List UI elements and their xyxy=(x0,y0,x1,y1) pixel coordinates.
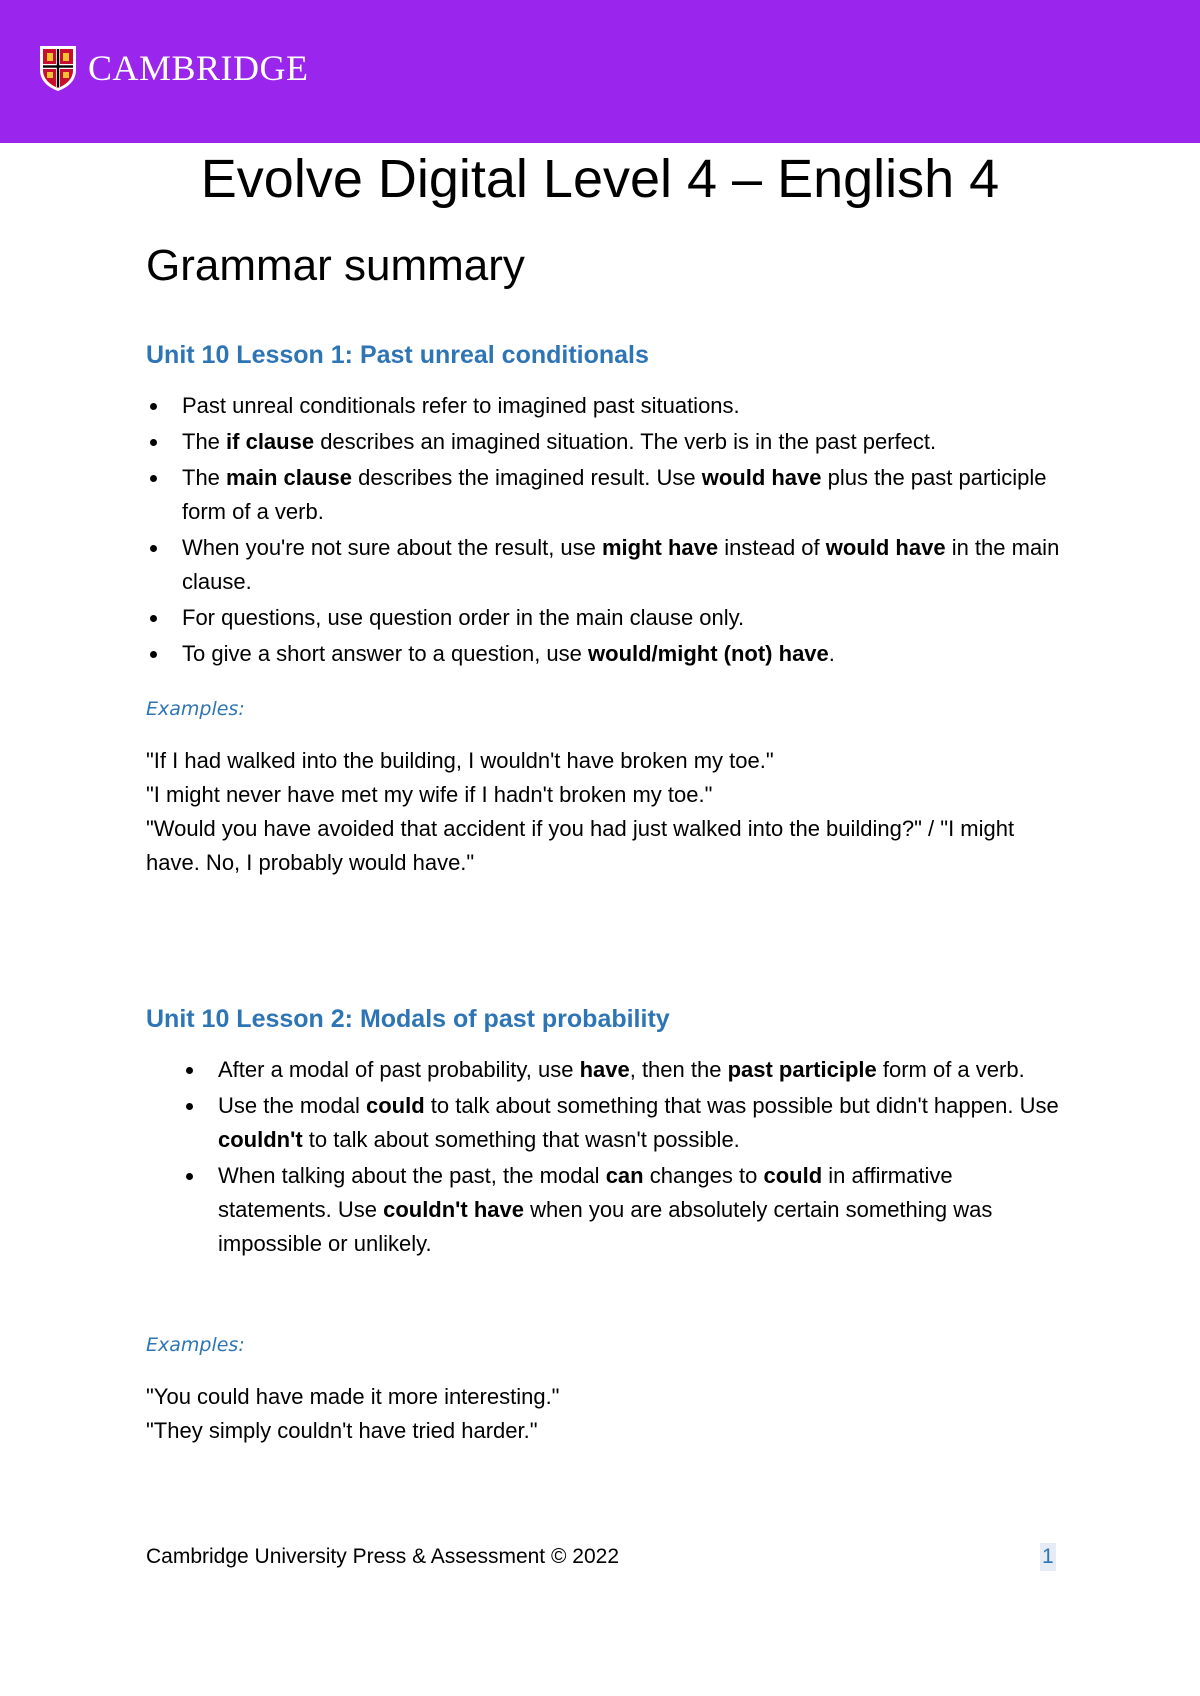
bullet-text: to talk about something that was possible but didn't happen. Use xyxy=(424,1093,1059,1118)
bold-term: couldn't xyxy=(218,1127,303,1152)
bullet-dot-icon xyxy=(186,1067,193,1074)
bullet-text: describes an imagined situation. The verb is in the past perfect. xyxy=(314,429,937,454)
example-sentence: "If I had walked into the building, I wouldn't have broken my toe." xyxy=(146,748,774,773)
bullet-list-lesson-1 xyxy=(182,389,1062,671)
logo-wordmark: CAMBRIDGE xyxy=(88,48,309,88)
bullet-item xyxy=(182,601,1062,635)
bullet-text: After a modal of past probability, use xyxy=(218,1057,580,1082)
bold-term: if clause xyxy=(226,429,315,454)
bullet-text: to talk about something that wasn't possible. xyxy=(302,1127,740,1152)
examples-lesson-2 xyxy=(146,1380,1066,1448)
bold-term: would/might (not) have xyxy=(588,641,829,666)
bullet-dot-icon xyxy=(150,651,157,658)
bullet-item xyxy=(218,1053,1063,1087)
bullet-text: Use the modal xyxy=(218,1093,366,1118)
section-heading-lesson-1: Unit 10 Lesson 1: Past unreal conditionals xyxy=(146,341,649,369)
bullet-item xyxy=(218,1159,1063,1261)
footer-copyright: Cambridge University Press & Assessment © 2022 xyxy=(146,1545,619,1568)
document-subtitle: Grammar summary xyxy=(146,241,525,290)
bold-term: could xyxy=(365,1093,425,1118)
example-sentence: "They simply couldn't have tried harder." xyxy=(146,1418,538,1443)
bold-term: might have xyxy=(602,535,719,560)
header-band xyxy=(0,0,1200,143)
examples-lesson-1 xyxy=(146,744,1066,880)
bullet-text: The xyxy=(182,465,227,490)
bullet-text: describes the imagined result. Use xyxy=(351,465,702,490)
example-sentence: "Would you have avoided that accident if you had just walked into the building?" / "I might have. No, I probably would have." xyxy=(146,816,1015,875)
bullet-text: changes to xyxy=(643,1163,764,1188)
section-heading-lesson-2: Unit 10 Lesson 2: Modals of past probability xyxy=(146,1005,670,1033)
bullet-text: when you are absolutely certain something was impossible or unlikely. xyxy=(218,1197,993,1256)
bullet-text: in the main clause. xyxy=(182,535,1060,594)
bullet-text: To give a short answer to a question, use xyxy=(182,641,589,666)
bullet-item xyxy=(182,461,1062,529)
bullet-dot-icon xyxy=(150,403,157,410)
bullet-text: When talking about the past, the modal xyxy=(218,1163,606,1188)
bullet-text: The xyxy=(182,429,227,454)
bullet-text: instead of xyxy=(718,535,826,560)
bold-term: would have xyxy=(701,465,822,490)
page-number: 1 xyxy=(1040,1543,1056,1571)
cambridge-shield-icon xyxy=(38,44,78,92)
bullet-text: form of a verb. xyxy=(876,1057,1025,1082)
bold-term: past participle xyxy=(727,1057,877,1082)
bold-term: would have xyxy=(825,535,946,560)
bold-term: couldn't have xyxy=(383,1197,524,1222)
bullet-item xyxy=(218,1089,1063,1157)
bullet-dot-icon xyxy=(150,615,157,622)
example-sentence: "I might never have met my wife if I hadn't broken my toe." xyxy=(146,782,713,807)
bullet-item xyxy=(182,425,1062,459)
bullet-text: plus the past participle form of a verb. xyxy=(182,465,1047,524)
bold-term: could xyxy=(763,1163,823,1188)
bullet-item xyxy=(182,531,1062,599)
bullet-dot-icon xyxy=(150,439,157,446)
bullet-list-lesson-2 xyxy=(218,1053,1063,1261)
bullet-dot-icon xyxy=(186,1103,193,1110)
bullet-text: . xyxy=(828,641,835,666)
bullet-item xyxy=(182,637,1062,671)
example-sentence: "You could have made it more interesting." xyxy=(146,1384,560,1409)
bold-term: have xyxy=(579,1057,630,1082)
bullet-dot-icon xyxy=(150,475,157,482)
bullet-text: For questions, use question order in the main clause only. xyxy=(182,605,745,630)
bullet-text: Past unreal conditionals refer to imagined past situations. xyxy=(182,393,740,418)
bullet-text: When you're not sure about the result, use xyxy=(182,535,602,560)
examples-label-lesson-2: Examples: xyxy=(146,1334,245,1356)
bullet-text: in affirmative statements. Use xyxy=(218,1163,953,1222)
bullet-dot-icon xyxy=(186,1173,193,1180)
bold-term: can xyxy=(605,1163,644,1188)
cambridge-logo xyxy=(38,44,309,92)
document-title: Evolve Digital Level 4 – English 4 xyxy=(200,149,1000,209)
bullet-dot-icon xyxy=(150,545,157,552)
bullet-text: , then the xyxy=(629,1057,728,1082)
examples-label-lesson-1: Examples: xyxy=(146,698,245,720)
bold-term: main clause xyxy=(226,465,352,490)
bullet-item xyxy=(182,389,1062,423)
